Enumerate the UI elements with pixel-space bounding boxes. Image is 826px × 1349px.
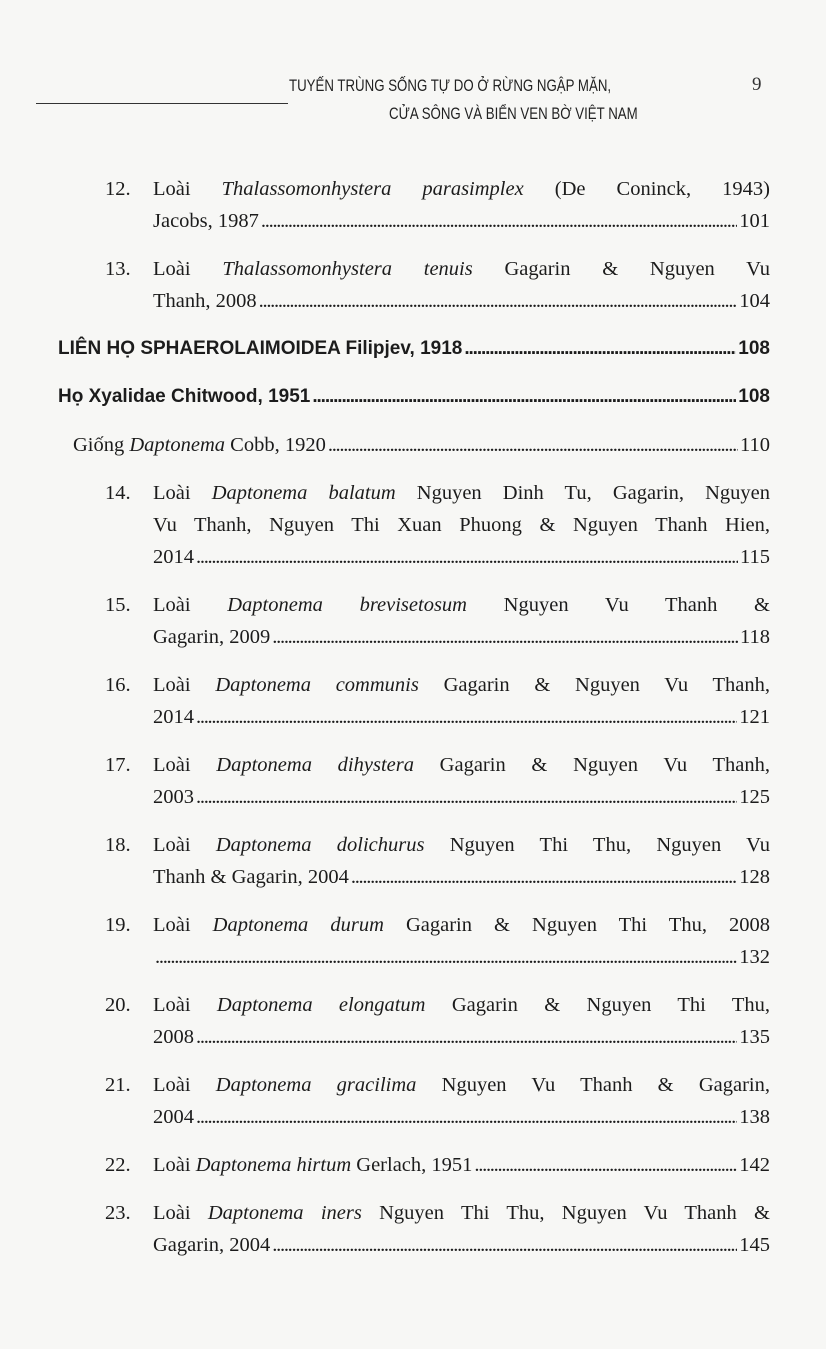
entry-page: 110	[740, 434, 770, 456]
taxon-name: Daptonema balatum	[211, 482, 396, 504]
entry-text: Loài	[153, 594, 228, 616]
toc-entry	[0, 1197, 826, 1261]
entry-text: Loài	[153, 482, 212, 504]
dot-leader	[351, 861, 737, 893]
taxon-name: Daptonema gracilima	[215, 1074, 417, 1096]
dot-leader	[196, 781, 737, 813]
page-number: 9	[752, 74, 762, 95]
entry-text: Nguyen Thi Thu, Nguyen Vu	[424, 834, 770, 856]
entry-line	[153, 205, 770, 237]
entry-number: 20.	[105, 994, 131, 1016]
toc-entry	[0, 429, 826, 461]
entry-text: 2004	[153, 1106, 194, 1128]
entry-text: Loài	[153, 178, 222, 200]
entry-number: 15.	[105, 594, 131, 616]
entry-line	[153, 1229, 770, 1261]
entry-line	[73, 429, 770, 461]
entry-text: Thanh & Gagarin, 2004	[153, 866, 349, 888]
entry-text: Họ Xyalidae Chitwood, 1951	[58, 386, 311, 407]
entry-line	[153, 621, 770, 653]
toc-entry	[0, 669, 826, 733]
entry-line	[153, 589, 770, 621]
entry-text: Nguyen Thi Thu, Nguyen Vu Thanh &	[361, 1202, 770, 1224]
entry-text: Loài	[153, 1202, 208, 1224]
entry-number: 22.	[105, 1154, 131, 1176]
entry-line	[153, 829, 770, 861]
dot-leader	[464, 333, 736, 365]
entry-line	[153, 1069, 770, 1101]
toc-entry	[0, 1069, 826, 1133]
entry-page: 132	[739, 946, 770, 968]
dot-leader	[272, 621, 738, 653]
entry-line	[153, 1149, 770, 1181]
entry-text: Gagarin & Nguyen Thi Thu,	[425, 994, 770, 1016]
entry-number: 18.	[105, 834, 131, 856]
entry-page: 138	[739, 1106, 770, 1128]
taxon-name: Daptonema iners	[207, 1202, 362, 1224]
entry-line	[58, 333, 770, 365]
toc-entry	[0, 829, 826, 893]
entry-line	[153, 701, 770, 733]
dot-leader	[328, 429, 738, 461]
entry-text: Loài	[153, 994, 217, 1016]
entry-text: Nguyen Dinh Tu, Gagarin, Nguyen	[395, 482, 770, 504]
taxon-name: Daptonema communis	[215, 674, 419, 696]
entry-text: Gagarin, 2009	[153, 626, 271, 648]
entry-text: Loài	[153, 1074, 216, 1096]
entry-number: 19.	[105, 914, 131, 936]
dot-leader	[196, 701, 737, 733]
entry-text: Cobb, 1920	[225, 434, 326, 456]
toc-entry	[0, 749, 826, 813]
dot-leader	[474, 1149, 737, 1181]
taxon-name: Daptonema brevisetosum	[227, 594, 467, 616]
entry-page: 142	[739, 1154, 770, 1176]
entry-text: Loài	[153, 674, 216, 696]
entry-text: Loài	[153, 754, 217, 776]
entry-line	[153, 989, 770, 1021]
entry-line	[153, 541, 770, 573]
toc-entry	[0, 1149, 826, 1181]
dot-leader	[155, 941, 737, 973]
entry-text: Gerlach, 1951	[351, 1154, 473, 1176]
entry-text: Gagarin & Nguyen Vu Thanh,	[418, 674, 770, 696]
entry-text: Gagarin, 2004	[153, 1234, 271, 1256]
dot-leader	[259, 285, 738, 317]
entry-page: 125	[739, 786, 770, 808]
entry-line	[153, 909, 770, 941]
entry-text: 2003	[153, 786, 194, 808]
entry-text: 2014	[153, 546, 194, 568]
entry-text: Jacobs, 1987	[153, 210, 259, 232]
entry-text: Loài	[153, 258, 223, 280]
entry-number: 23.	[105, 1202, 131, 1224]
entry-number: 21.	[105, 1074, 131, 1096]
entry-line	[153, 253, 770, 285]
entry-page: 101	[739, 210, 770, 232]
entry-text: Thanh, 2008	[153, 290, 257, 312]
header-rule	[36, 103, 288, 104]
toc-entry	[0, 989, 826, 1053]
taxon-name: Daptonema	[129, 434, 226, 456]
entry-page: 115	[740, 546, 770, 568]
entry-text: Gagarin & Nguyen Thi Thu, 2008	[383, 914, 771, 936]
dot-leader	[196, 541, 738, 573]
table-of-contents	[0, 173, 826, 1277]
entry-line	[153, 1101, 770, 1133]
toc-entry	[0, 589, 826, 653]
entry-line	[153, 669, 770, 701]
dot-leader	[312, 381, 736, 413]
dot-leader	[196, 1101, 737, 1133]
dot-leader	[272, 1229, 737, 1261]
taxon-name: Daptonema elongatum	[216, 994, 426, 1016]
entry-page: 128	[739, 866, 770, 888]
entry-number: 12.	[105, 178, 131, 200]
entry-page: 118	[740, 626, 770, 648]
entry-page: 145	[739, 1234, 770, 1256]
entry-line	[153, 477, 770, 509]
entry-number: 16.	[105, 674, 131, 696]
entry-line	[153, 781, 770, 813]
taxon-name: Daptonema dolichurus	[215, 834, 425, 856]
toc-entry	[0, 333, 826, 365]
entry-text: Gagarin & Nguyen Vu	[472, 258, 770, 280]
entry-page: 135	[739, 1026, 770, 1048]
entry-line	[153, 285, 770, 317]
entry-text: 2008	[153, 1026, 194, 1048]
dot-leader	[196, 1021, 737, 1053]
running-header-line1: TUYẾN TRÙNG SỐNG TỰ DO Ở RỪNG NGẬP MẶN,	[289, 76, 612, 95]
running-header-line2: CỬA SÔNG VÀ BIỂN VEN BỜ VIỆT NAM	[389, 104, 638, 123]
entry-line	[153, 749, 770, 781]
entry-line	[153, 861, 770, 893]
entry-line	[153, 173, 770, 205]
entry-text: Loài	[153, 1154, 196, 1176]
entry-text: Vu Thanh, Nguyen Thi Xuan Phuong & Nguyen Thanh Hien,	[153, 514, 770, 536]
toc-entry	[0, 253, 826, 317]
entry-text: Nguyen Vu Thanh & Gagarin,	[416, 1074, 770, 1096]
entry-line	[153, 509, 770, 541]
toc-entry	[0, 381, 826, 413]
toc-entry	[0, 173, 826, 237]
entry-page: 108	[738, 338, 770, 359]
entry-text: Nguyen Vu Thanh &	[467, 594, 770, 616]
taxon-name: Daptonema durum	[212, 914, 384, 936]
taxon-name: Thalassomonhystera tenuis	[222, 258, 473, 280]
dot-leader	[261, 205, 737, 237]
entry-line	[58, 381, 770, 413]
entry-line	[153, 941, 770, 973]
entry-number: 13.	[105, 258, 131, 280]
entry-page: 121	[739, 706, 770, 728]
entry-line	[153, 1021, 770, 1053]
taxon-name: Daptonema hirtum	[195, 1154, 352, 1176]
entry-page: 108	[738, 386, 770, 407]
entry-number: 14.	[105, 482, 131, 504]
entry-text: Loài	[153, 914, 213, 936]
toc-entry	[0, 477, 826, 573]
entry-text: Gagarin & Nguyen Vu Thanh,	[413, 754, 771, 776]
entry-text: Giống	[73, 434, 130, 456]
entry-text: LIÊN HỌ SPHAEROLAIMOIDEA Filipjev, 1918	[58, 338, 463, 359]
entry-page: 104	[739, 290, 770, 312]
toc-entry	[0, 909, 826, 973]
entry-number: 17.	[105, 754, 131, 776]
entry-text: 2014	[153, 706, 194, 728]
entry-text: (De Coninck, 1943)	[523, 178, 770, 200]
taxon-name: Thalassomonhystera parasimplex	[221, 178, 524, 200]
entry-text: Loài	[153, 834, 216, 856]
taxon-name: Daptonema dihystera	[216, 754, 414, 776]
entry-line	[153, 1197, 770, 1229]
